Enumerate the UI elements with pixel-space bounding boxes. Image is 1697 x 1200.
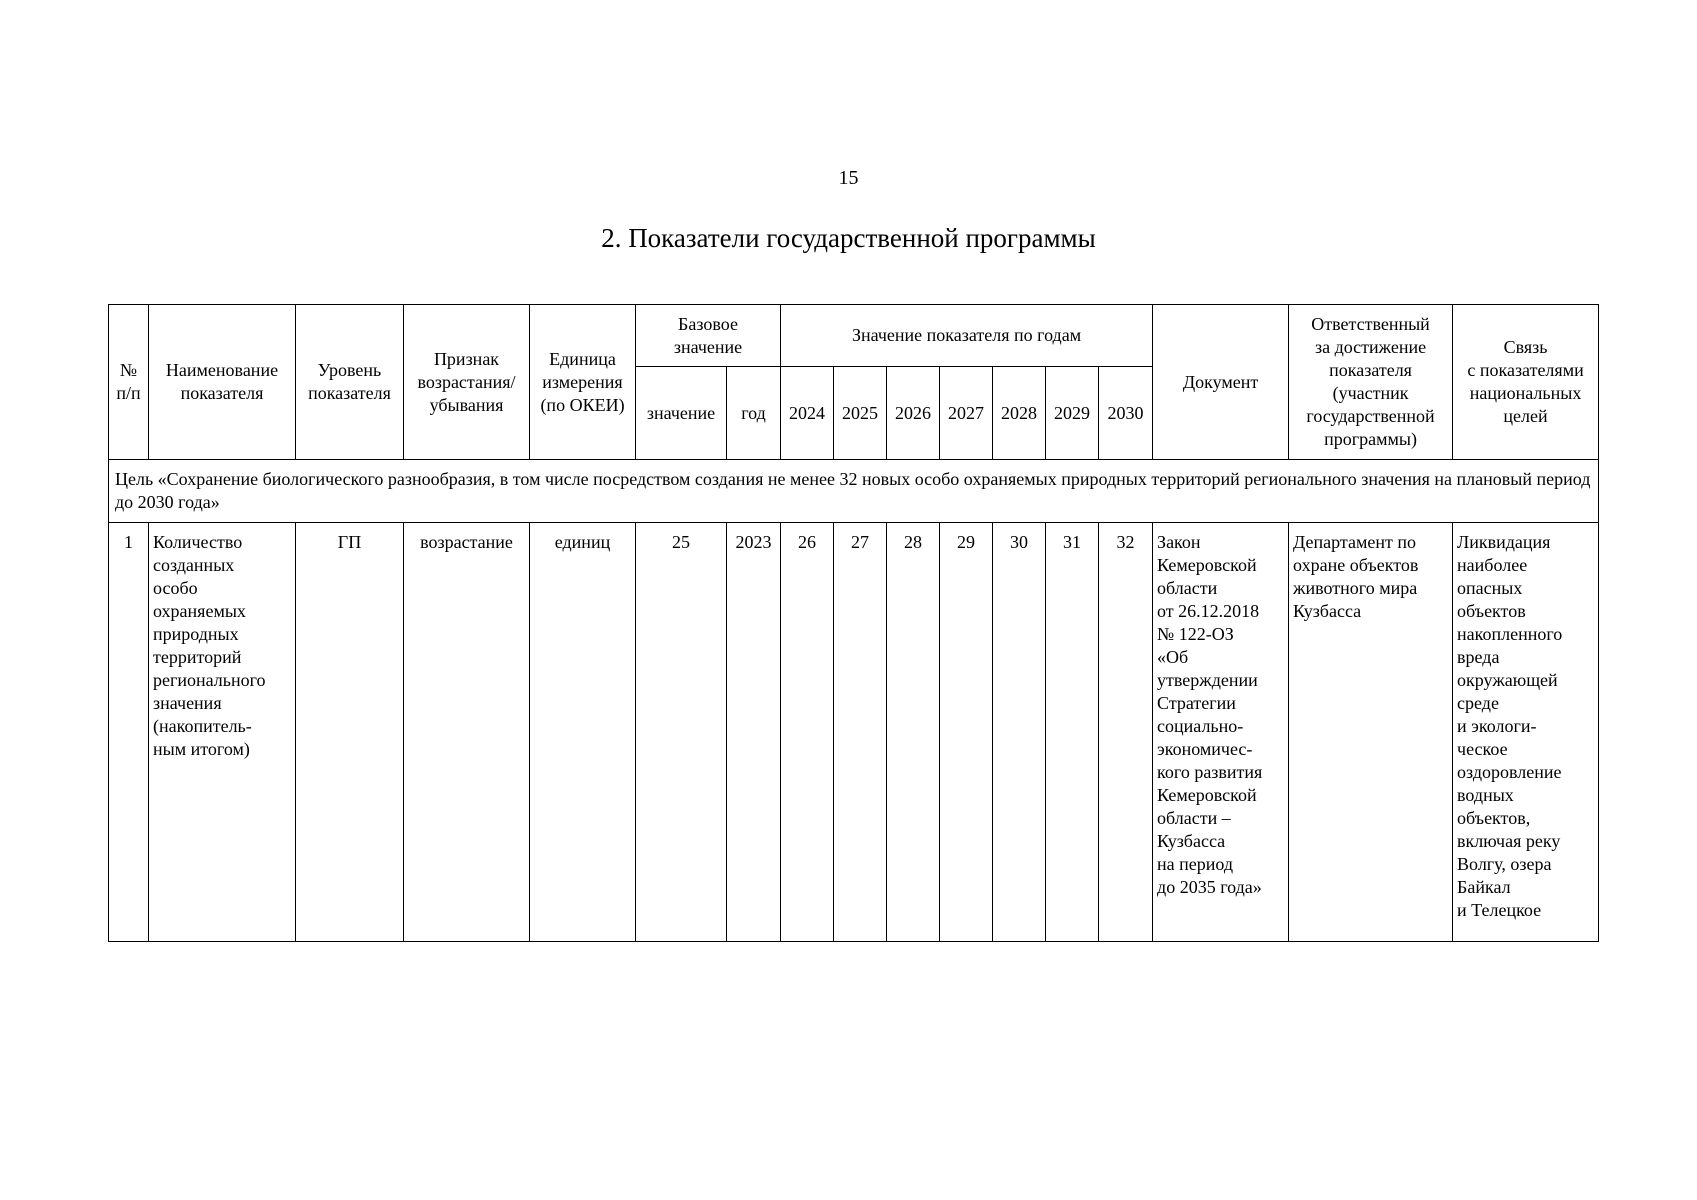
row-responsible: Департамент по охране объектов животного мира Кузбасса (1289, 523, 1453, 942)
row-document: Закон Кемеровской области от 26.12.2018 № 122-ОЗ «Об утверждении Стратегии социально- экономичес- кого развития Кемеровской области – Кузбасса на период до 2035 года» (1153, 523, 1289, 942)
header-year-2025: 2025 (834, 367, 887, 460)
header-document: Документ (1153, 305, 1289, 460)
indicators-table (108, 304, 1599, 942)
row-level: ГП (296, 523, 404, 942)
row-unit: единиц (530, 523, 636, 942)
goal-row (109, 460, 1599, 523)
section-title: 2. Показатели государственной программы (601, 223, 1096, 253)
row-base-year: 2023 (727, 523, 781, 942)
goal-text: Цель «Сохранение биологического разнообразия, в том числе посредством создания не менее 32 новых особо охраняемых природных территорий регионального значения на плановый период до 2030 года» (115, 469, 1591, 512)
row-value-2026: 28 (887, 523, 940, 942)
row-value-2030: 32 (1099, 523, 1153, 942)
header-years-group: Значение показателя по годам (781, 305, 1153, 367)
row-trend: возрастание (404, 523, 530, 942)
row-link: Ликвидация наиболее опасных объектов накопленного вреда окружающей среде и экологи- ческое оздоровление водных объектов, включая реку Волгу, озера Байкал и Телецкое (1453, 523, 1599, 942)
header-trend: Признак возрастания/ убывания (404, 305, 530, 460)
header-base-year: год (727, 367, 781, 460)
header-unit: Единица измерения (по ОКЕИ) (530, 305, 636, 460)
header-year-2027: 2027 (940, 367, 993, 460)
header-year-2024: 2024 (781, 367, 834, 460)
row-value-2024: 26 (781, 523, 834, 942)
header-responsible: Ответственный за достижение показателя (участник государственной программы) (1289, 305, 1453, 460)
header-num: № п/п (109, 305, 149, 460)
header-base-value: значение (636, 367, 727, 460)
table-row (109, 523, 1599, 942)
header-year-2026: 2026 (887, 367, 940, 460)
header-year-2029: 2029 (1046, 367, 1099, 460)
row-value-2025: 27 (834, 523, 887, 942)
header-year-2030: 2030 (1099, 367, 1153, 460)
row-base-value: 25 (636, 523, 727, 942)
row-value-2027: 29 (940, 523, 993, 942)
header-year-2028: 2028 (993, 367, 1046, 460)
page-number: 15 (838, 167, 859, 189)
header-level: Уровень показателя (296, 305, 404, 460)
row-value-2028: 30 (993, 523, 1046, 942)
header-link: Связь с показателями национальных целей (1453, 305, 1599, 460)
header-base: Базовое значение (636, 305, 781, 367)
row-value-2029: 31 (1046, 523, 1099, 942)
row-name: Количество созданных особо охраняемых природных территорий регионального значения (накопитель- ным итогом) (149, 523, 296, 942)
row-num: 1 (109, 523, 149, 942)
header-name: Наименование показателя (149, 305, 296, 460)
